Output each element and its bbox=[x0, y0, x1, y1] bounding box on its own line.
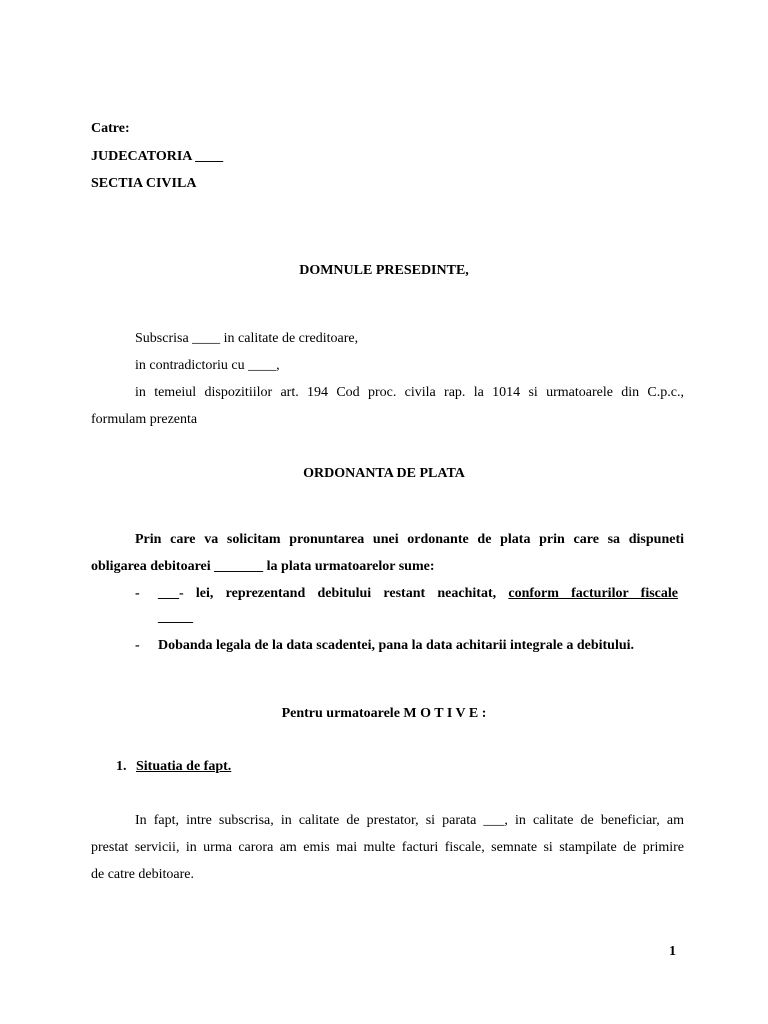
intro-line-1: Subscrisa ____ in calitate de creditoare, bbox=[135, 331, 359, 346]
bullet-item-1-text: ___- lei, reprezentand debitului restant neachitat, bbox=[158, 586, 497, 601]
facts-line-3: de catre debitoare. bbox=[91, 867, 194, 882]
facts-line-2: prestat servicii, in urma carora am emis mai multe facturi fiscale, semnate si stampilate de primire bbox=[91, 840, 684, 855]
court-section: SECTIA CIVILA bbox=[91, 176, 197, 191]
intro-line-4: formulam prezenta bbox=[91, 412, 198, 427]
bullet-dash-1: - bbox=[135, 586, 140, 601]
section-number: 1. bbox=[116, 759, 127, 774]
bullet-item-2: Dobanda legala de la data scadentei, pana la data achitarii integrale a debitului. bbox=[158, 638, 635, 653]
intro-line-2: in contradictoriu cu ____, bbox=[135, 358, 280, 373]
section-title: Situatia de fapt. bbox=[136, 759, 232, 774]
request-line-1: Prin care va solicitam pronuntarea unei ordonante de plata prin care sa dispuneti bbox=[135, 532, 684, 547]
bullet-dash-2: - bbox=[135, 638, 140, 653]
page-number: 1 bbox=[669, 944, 676, 959]
facts-line-1: In fapt, intre subscrisa, in calitate de prestator, si parata ___, in calitate de beneficiar, am bbox=[135, 813, 684, 828]
bullet-item-1-continued: _____ bbox=[158, 610, 193, 625]
bullet-item-1 bbox=[158, 585, 678, 603]
addressee-label: Catre: bbox=[91, 121, 130, 136]
intro-line-3: in temeiul dispozitiilor art. 194 Cod proc. civila rap. la 1014 si urmatoarele din C.p.c., bbox=[135, 385, 684, 400]
court-name: JUDECATORIA ____ bbox=[91, 149, 224, 164]
request-line-2: obligarea debitoarei _______ la plata urmatoarelor sume: bbox=[91, 559, 435, 574]
document-title: ORDONANTA DE PLATA bbox=[303, 466, 465, 481]
bullet-item-1-underlined: conform facturilor fiscale bbox=[508, 586, 678, 601]
reasons-heading: Pentru urmatoarele M O T I V E : bbox=[281, 706, 487, 721]
salutation: DOMNULE PRESEDINTE, bbox=[299, 263, 469, 278]
